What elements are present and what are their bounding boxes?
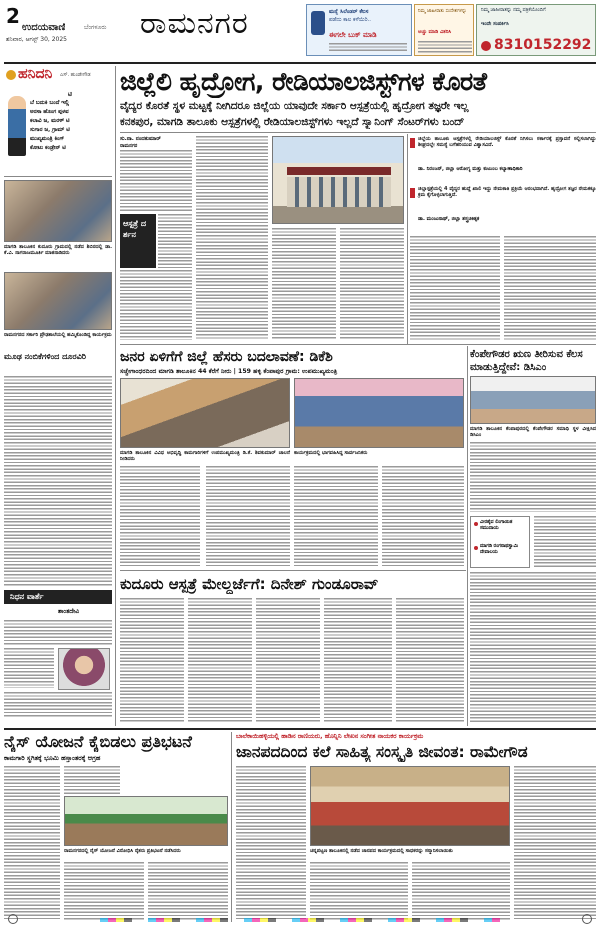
bullet-icon bbox=[474, 546, 478, 550]
story4-headline: ಕುದೂರು ಆಸ್ಪತ್ರೆ ಮೇಲ್ದರ್ಜೆಗೆ: ದಿನೇಶ್ ಗುಂಡೂರಾವ್ bbox=[120, 575, 379, 593]
story2-deck: ಸಚ್ಚೇಗಾಂಧರದಿಂದ ಮಾಗಡಿ ತಾಲೂಕಿನ 44 ಕೆರೆಗೆ ನೀರು | 159 ಹಳ್ಳಿ ಕೆಂಪಾಪುರ ಗ್ರಾಮ: ಉಪಮುಖ್ಯಮಂತ್ರಿ bbox=[120, 368, 338, 375]
paper-name: ಉದಯವಾಣಿ bbox=[22, 22, 66, 33]
story3-headline: ಕೆಂಪೇಗೌಡರ ಋಣ ತೀರಿಸುವ ಕೆಲಸ ಮಾಡುತ್ತಿದ್ದೇವೆ: ಡಿಸಿಎಂ bbox=[470, 349, 583, 373]
sidebar-story-headline: ಮೂಢ ನಂಬಿಕೆಗಳಿಂದ ದೂರವಿರಿ bbox=[4, 352, 86, 361]
story3-caption: ಮಾಗಡಿ ತಾಲೂಕಿನ ಕೆಂಪಾಪುರದಲ್ಲಿ ಕೆಂಪೇಗೌಡರ ಸಮಾಧಿ ಸ್ಥಳ ವೀಕ್ಷಿಸಿದ ಡಿಸಿಎಂ bbox=[470, 426, 596, 439]
ad1-line1: ಮನ್ನೆ ಸಿಲೆಂಡರ್ ಕೆಲಸ bbox=[329, 9, 369, 15]
bullet-icon bbox=[474, 522, 478, 526]
poem-line: ಟಿ bbox=[68, 91, 72, 98]
story5-body-col1 bbox=[236, 766, 306, 920]
edition: ಬೆಂಗಳೂರು bbox=[84, 24, 107, 31]
sidebar-photo-2 bbox=[4, 272, 112, 330]
story3-body-col2 bbox=[534, 516, 596, 568]
ad2-line1: ನಿಮ್ಮ ಜಾಹೀರಾತು ಸಂದೇಶಗಳನ್ನು bbox=[418, 9, 467, 14]
inset-label: ಆಸ್ಪತ್ರೆ ದರ್ಶನ bbox=[123, 219, 146, 239]
hanidani-column bbox=[4, 66, 112, 176]
story2-photo2-caption: ಕಾರ್ಯಕ್ರಮದಲ್ಲಿ ಭಾಗವಹಿಸಿದ್ದ ಸಾರ್ವಜನಿಕರು bbox=[294, 450, 368, 456]
column-author: ಎಸ್. ಹುಂಡೇಗೌಡ bbox=[60, 72, 91, 78]
sidebar-photo2-caption: ರಾಮನಗರದ ಸರ್ಕಾರಿ ಪ್ರೌಢಶಾಲೆಯಲ್ಲಿ ಹಮ್ಮಿಕೊಂಡಿದ್ದ ಕಾರ್ಯಕ್ರಮ bbox=[4, 332, 112, 338]
lead-byline: ಸು.ನಾ. ನಂದಕುಮಾರ್ bbox=[120, 136, 161, 142]
info-box-item: ವೀರಶೈವ ಲಿಂಗಾಯಿತ ಸಮುದಾಯ bbox=[480, 520, 513, 531]
ad-print bbox=[414, 4, 474, 56]
hospital-signboard bbox=[287, 167, 391, 175]
lead-body-col3 bbox=[272, 228, 336, 340]
sidebar-photo-1 bbox=[4, 180, 112, 242]
rule bbox=[4, 728, 596, 730]
lead-quote-2: ಜಿಲ್ಲಾಸ್ಪತ್ರೆಯಲ್ಲಿ 4 ವೈದ್ಯರ ಹುದ್ದೆ ಖಾಲಿ ಇದ್ದು ನೇಮಕಾತಿ ಪ್ರಕ್ರಿಯೆ ಆರಂಭವಾಗಿದೆ. ಹೃದ್ರೋಗ ತಜ್ಞರ ನೇಮಕಕ್ಕೂ ಕ್ರಮ ಕೈಗೊಳ್ಳಲಾಗುತ್ತಿದೆ. bbox=[418, 186, 596, 199]
rule bbox=[120, 344, 596, 345]
quote-mark-icon bbox=[410, 138, 415, 148]
poem-line: ಬೆ ಬದುಕಿ ಬಂದೆ ಇಲ್ಲಿ bbox=[30, 100, 69, 106]
story3-body-col1 bbox=[470, 442, 596, 512]
lead-body-col1b bbox=[158, 214, 192, 268]
column-rule bbox=[407, 134, 408, 344]
poem-line: ಅರಸಾ ಹೊಂಗ ಪ್ಪಳವ bbox=[30, 109, 69, 115]
story3-photo bbox=[470, 376, 596, 424]
ad3-phone-icon bbox=[481, 41, 491, 51]
column-rule bbox=[115, 66, 116, 726]
color-strip bbox=[100, 918, 500, 922]
ad1-line3: ಈಗಲೇ ಬುಕ್ ಮಾಡಿ bbox=[329, 31, 377, 39]
lead-body-col1c bbox=[120, 270, 192, 340]
masthead-rule bbox=[4, 62, 596, 64]
quote-mark-icon bbox=[410, 188, 415, 198]
story2-body-col2 bbox=[206, 466, 290, 566]
registration-mark bbox=[582, 914, 592, 924]
hospital-building bbox=[287, 177, 391, 207]
story3-info-box bbox=[470, 516, 530, 568]
lead-body-col2 bbox=[196, 136, 268, 340]
story4-body-col1 bbox=[120, 598, 184, 722]
story5-photo bbox=[310, 766, 510, 846]
story2-headline: ಜನರ ಏಳಿಗೆಗೆ ಜಿಲ್ಲೆ ಹೆಸರು ಬದಲಾವಣೆ: ಡಿಕೆಶಿ bbox=[120, 349, 333, 365]
obituary-portrait bbox=[58, 648, 110, 690]
story5-body-col4 bbox=[514, 766, 596, 920]
protest-caption: ರಾಮನಗರದಲ್ಲಿ ನೈಸ್ ಯೋಜನೆ ವಿರೋಧಿಸಿ ರೈತರು ಪ್ರತಿಭಟನೆ ನಡೆಸಿದರು bbox=[64, 848, 181, 854]
story2-body-col1 bbox=[120, 466, 200, 566]
story5-body-col2 bbox=[310, 862, 408, 920]
story2-body-col4 bbox=[382, 466, 464, 566]
lead-body-col6 bbox=[504, 236, 596, 340]
registration-mark bbox=[8, 914, 18, 924]
phone-icon bbox=[311, 11, 325, 35]
lead-quote-1: ಜಿಲ್ಲೆಯ ತಾಲೂಕು ಆಸ್ಪತ್ರೆಗಳಲ್ಲಿ ರೇಡಿಯಾಲಜಿಸ್ಟ್ ಕೊರತೆ ನಿಗಿಸಲು ಸರ್ಕಾರಕ್ಕೆ ಪ್ರಸ್ತಾವನೆ ಸಲ್ಲಿಸಲಾಗಿದ್ದು ಶೀಘ್ರದಲ್ಲೇ ಸಮಸ್ಯೆ ಬಗೆಹರಿಯುವ ವಿಶ್ವಾಸವಿದೆ. bbox=[418, 136, 596, 149]
rule bbox=[4, 176, 112, 177]
story2-body-col3 bbox=[294, 466, 378, 566]
lead-headline: ಜಿಲ್ಲೆಲಿ ಹೃದ್ರೋಗ, ರೇಡಿಯಾಲಜಿಸ್ಟ್‌ಗಳ ಕೊರತೆ bbox=[120, 67, 487, 96]
lead-body-col4 bbox=[340, 228, 404, 340]
obituary-text-2 bbox=[4, 648, 54, 688]
protest-photo bbox=[64, 796, 228, 846]
story4-body-col2 bbox=[188, 598, 252, 722]
story2-photo-2 bbox=[294, 378, 464, 448]
lead-deck-1: ವೈದ್ಯರ ಕೊರತೆ ಸ್ಥಳ ಮಟ್ಟಕ್ಕೆ ನೀಗಿದರೂ ಜಿಲ್ಲೆಯ ಯಾವುದೇ ಸರ್ಕಾರಿ ಆಸ್ಪತ್ರೆಯಲ್ಲಿ ಹೃದ್ರೋಗ ತಜ್ಞರೇ ಇಲ್ಲ bbox=[120, 100, 469, 112]
scheme-body-col4 bbox=[148, 862, 228, 920]
ad3-line2: ಇಂದೇ ಸಂಪರ್ಕಿಸಿ bbox=[481, 21, 509, 27]
poem-line: ಸುಗಾರ ಜ, ಗ್ರಾಮ್ ಟಿ bbox=[30, 127, 70, 133]
lead-deck-2: ಕನಕಪುರ, ಮಾಗಡಿ ತಾಲೂಕು ಆಸ್ಪತ್ರೆಗಳಲ್ಲಿ ರೇಡಿಯಾಲಜಿಸ್ಟ್‌ಗಳು ಇಲ್ಲದೆ ಸ್ಕ್ಯಾನಿಂಗ್ ಸೆಂಟರ್‌ಗಳು ಬಂದ್ bbox=[120, 116, 465, 128]
poem-line: ಕೋಟು ಕಂಡ್ರೇನ್ ಟಿ bbox=[30, 145, 66, 151]
lead-dateline: ರಾಮನಗರ bbox=[120, 143, 138, 149]
column-rule bbox=[231, 732, 232, 922]
story3-body-col3 bbox=[470, 572, 596, 722]
story2-photo-1 bbox=[120, 378, 290, 448]
obituary-text-3 bbox=[4, 692, 112, 718]
sidebar-story-body bbox=[4, 376, 112, 586]
masthead bbox=[0, 0, 600, 62]
lead-quote-1-author: ಡಾ. ನಿರಂಜನ್, ಜಿಲ್ಲಾ ಆರೋಗ್ಯ ಮತ್ತು ಕುಟುಂಬ ಕಲ್ಯಾಣಾಧಿಕಾರಿ bbox=[418, 166, 523, 172]
ad1-line2: ಪಡೆದು ಕಾಲ ಕಳೆಯಿರಿ.. bbox=[329, 17, 372, 23]
poem-line: ಕಲಾವಿ ಜ, ಮರಳ್ ಟಿ bbox=[30, 118, 70, 124]
section-title: ರಾಮನಗರ bbox=[140, 6, 249, 41]
ad1-body-text bbox=[329, 43, 407, 53]
hospital-photo bbox=[272, 136, 404, 224]
scheme-body-col1 bbox=[4, 766, 60, 920]
ad-contact bbox=[476, 4, 596, 56]
story5-body-col3 bbox=[412, 862, 510, 920]
story4-body-col3 bbox=[256, 598, 320, 722]
column-rule bbox=[467, 346, 468, 726]
story4-body-col4 bbox=[324, 598, 392, 722]
story2-photo1-caption: ಮಾಗಡಿ ತಾಲೂಕಿನ ವಿವಿಧ ಅಭಿವೃದ್ಧಿ ಕಾಮಗಾರಿಗಳಿಗೆ ಉಪಮುಖ್ಯಮಂತ್ರಿ ಡಿ.ಕೆ. ಶಿವಕುಮಾರ್ ಚಾಲನೆ ನೀಡಿದರು bbox=[120, 450, 290, 463]
scheme-body-col2 bbox=[64, 766, 120, 794]
story5-photo-caption: ಚನ್ನಪಟ್ಟಣ ತಾಲೂಕಿನಲ್ಲಿ ನಡೆದ ಜಾನಪದ ಕಾರ್ಯಕ್ರಮದಲ್ಲಿ ಸಾಧಕರನ್ನು ಸನ್ಮಾನಿಸಲಾಯಿತು bbox=[310, 848, 453, 854]
obituary-name: ಶಾಂತದೇವಿ bbox=[58, 608, 79, 615]
ad-gas-booking bbox=[306, 4, 412, 56]
cartoon-figure bbox=[8, 96, 26, 156]
inset-box bbox=[120, 214, 156, 268]
scheme-body-col3 bbox=[64, 862, 144, 920]
issue-date: ಶನಿವಾರ, ಆಗಸ್ಟ್ 30, 2025 bbox=[6, 36, 67, 43]
scheme-subheadline: ಕಾಮಗಾರಿ ಸ್ಥಗಿತಕ್ಕೆ ಭೂಮಿ ಹಸ್ತಾಂತರಕ್ಕೆ ಆಗ್ರಹ bbox=[4, 754, 101, 762]
poem-line: ಮುಖ್ಯಮಂತ್ರಿ ಕಿಂಗ್ bbox=[30, 136, 65, 142]
page-number: 2 bbox=[6, 4, 20, 28]
obituary-label: ನಿಧನ ವಾರ್ತೆ bbox=[10, 592, 44, 601]
sidebar-photo1-caption: ಮಾಗಡಿ ತಾಲೂಕಿನ ಕುದೂರು ಗ್ರಾಮದಲ್ಲಿ ನಡೆದ ಶಿಬಿರದಲ್ಲಿ ಡಾ. ಕೆ.ವಿ. ನಾಗರಾಜಮೂರ್ತಿ ಮಾತನಾಡಿದರು bbox=[4, 244, 112, 257]
info-box-item: ಮಾಗಡಿ ರಂಗನಾಥಸ್ವಾಮಿ ದೇವಾಲಯ bbox=[480, 544, 518, 555]
story4-body-col5 bbox=[396, 598, 464, 722]
ad-phone-number: 8310152292 bbox=[494, 37, 592, 53]
poem-block bbox=[30, 90, 110, 153]
ad2-line2: ಅಚ್ಚು ಮಾಡಿ ವಿತರಿಸಿ bbox=[418, 29, 452, 35]
bee-icon bbox=[6, 70, 16, 80]
lead-quote-2-author: ಡಾ. ಮಂಜುನಾಥ್, ಜಿಲ್ಲಾ ಶಸ್ತ್ರಚಿಕಿತ್ಸಕ bbox=[418, 216, 480, 222]
column-title: ಹನಿದನಿ bbox=[18, 66, 53, 82]
ad3-line1: ನಿಮ್ಮ ಜಾಹೀರಾತನ್ನು ನಮ್ಮ ಪತ್ರಿಕೆಯೊಂದಿಗೆ bbox=[481, 8, 546, 13]
rule bbox=[120, 570, 466, 571]
story5-kicker: ಬಾಲೆಕಾಯಿಹಳ್ಳಿಯಲ್ಲಿ ಹಾಡಿನ ರಾಣಿಯರು, ಹೊನ್ನಿನಿ ಲೇಖನ ಸಂಗೀತ ನಾಯಕರ ಕಾರ್ಯಕ್ರಮ bbox=[236, 732, 424, 740]
rule bbox=[120, 132, 596, 133]
obituary-text bbox=[4, 620, 112, 646]
scheme-headline: ನೈಸ್ ಯೋಜನೆ ಕೈಬಿಡಲು ಪ್ರತಿಭಟನೆ bbox=[4, 732, 192, 751]
lead-body-col1 bbox=[120, 150, 192, 212]
lead-body-col5 bbox=[410, 236, 500, 340]
ad2-body-text bbox=[418, 41, 472, 53]
story5-headline: ಜಾನಪದದಿಂದ ಕಲೆ ಸಾಹಿತ್ಯ ಸಂಸ್ಕೃತಿ ಜೀವಂತ: ರಾಮೇಗೌಡ bbox=[236, 743, 528, 761]
